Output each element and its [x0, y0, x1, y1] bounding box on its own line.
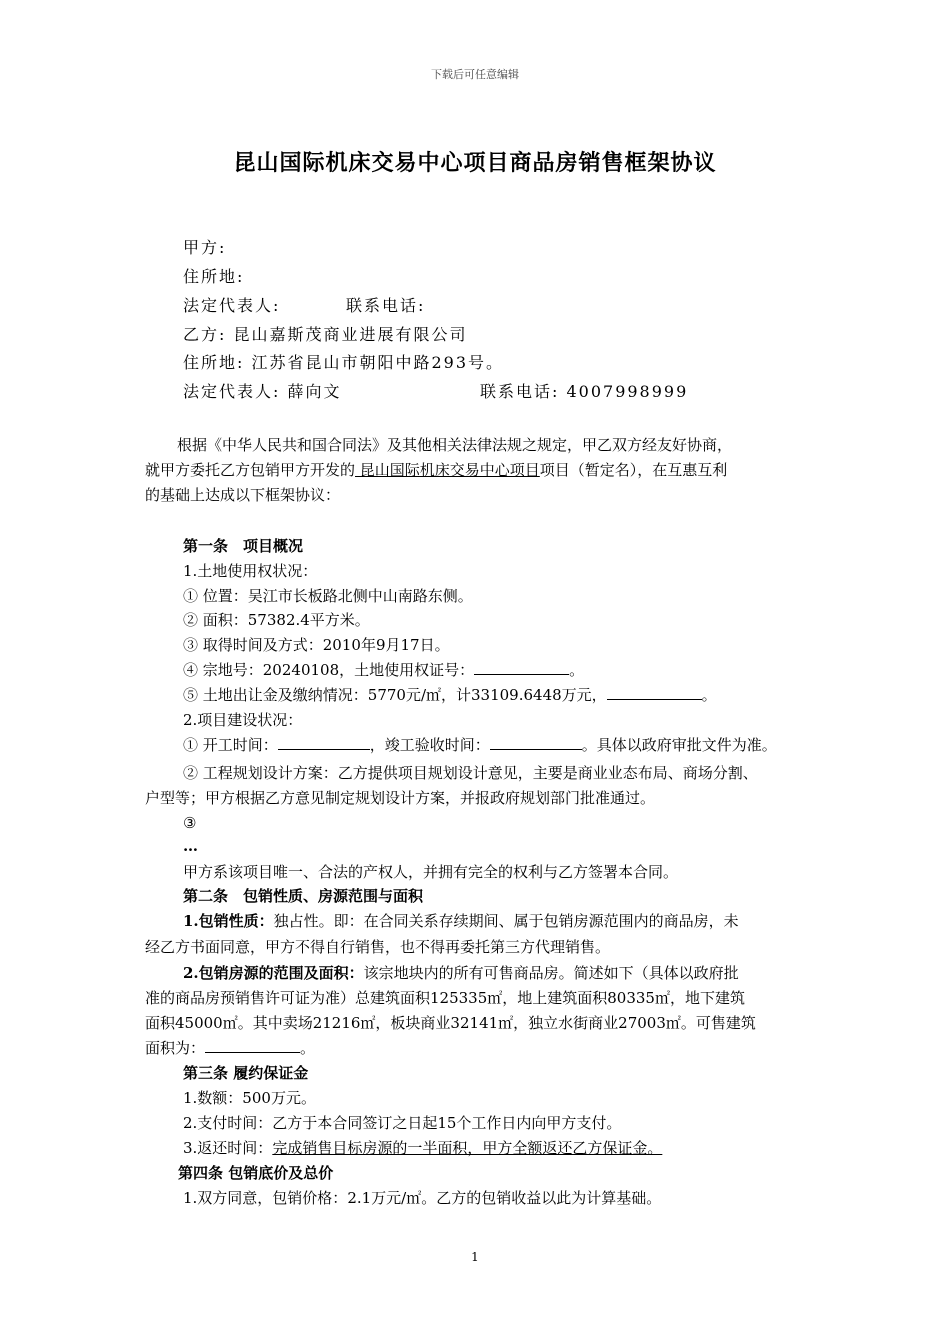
article-1-item-6 — [183, 735, 777, 755]
article-1-item-7-line-2: 户型等；甲方根据乙方意见制定规划设计方案，并报政府规划部门批准通过。 — [145, 789, 656, 807]
article-2-heading: 第二条 包销性质、房源范围与面积 — [183, 887, 424, 905]
article-1-sub-1: 1.土地使用权状况： — [183, 562, 318, 580]
saleable-area-label: 面积为： — [145, 1039, 206, 1057]
article-1-item-4-text: ④ 宗地号：20240108，土地使用权证号： — [183, 661, 475, 679]
party-b-label: 乙方: 昆山嘉斯茂商业进展有限公司 — [183, 325, 468, 344]
article-1-item-5-text: ⑤ 土地出让金及缴纳情况：5770元/㎡，计33109.6448万元， — [183, 686, 607, 704]
return-time-label: 3.返还时间： — [183, 1139, 273, 1157]
article-1-item-5-end: 。 — [701, 686, 717, 704]
party-b-phone: 联系电话: 4007998999 — [480, 382, 689, 401]
scope-label: 2.包销房源的范围及面积： — [183, 964, 364, 982]
article-3-line-2: 2.支付时间：乙方于本合同签订之日起15个工作日内向甲方支付。 — [183, 1114, 622, 1132]
article-2-p2-line-3: 面积45000㎡。其中卖场21216㎡，板块商业32141㎡，独立水街商业27003㎡。可售建筑 — [145, 1014, 756, 1032]
article-1-item-4 — [183, 660, 584, 680]
exclusivity-label: 1.包销性质： — [183, 912, 274, 930]
article-2-p2-line-2: 准的商品房预销售许可证为准）总建筑面积125335㎡，地上建筑面积80335㎡，地下建筑 — [145, 989, 745, 1007]
article-1-heading: 第一条 项目概况 — [183, 537, 304, 555]
blank-line — [278, 735, 370, 750]
article-3-line-1: 1.数额：500万元。 — [183, 1089, 316, 1107]
article-1-item-2: ② 面积：57382.4平方米。 — [183, 611, 370, 629]
article-1-sub-2: 2.项目建设状况： — [183, 711, 303, 729]
blank-line — [474, 660, 569, 675]
approval-note: 。具体以政府审批文件为准。 — [581, 736, 777, 754]
article-4-line-1: 1.双方同意，包销价格：2.1万元/㎡。乙方的包销收益以此为计算基础。 — [183, 1189, 662, 1207]
header-note: 下载后可任意编辑 — [431, 68, 519, 81]
blank-line — [490, 735, 582, 750]
document-title: 昆山国际机床交易中心项目商品房销售框架协议 — [233, 150, 717, 176]
return-time-text: 完成销售目标房源的一半面积，甲方全额返还乙方保证金。 — [272, 1139, 663, 1157]
page-number: 1 — [471, 1250, 479, 1264]
article-3-line-3 — [183, 1138, 662, 1158]
exclusivity-text: 独占性。即：在合同关系存续期间、属于包销房源范围内的商品房，未 — [273, 912, 739, 930]
intro-line-1: 根据《中华人民共和国合同法》及其他相关法律法规之规定，甲乙双方经友好协商， — [177, 436, 733, 454]
article-1-item-5 — [183, 685, 717, 705]
intro-line-2 — [145, 460, 727, 480]
party-a-rep: 法定代表人: — [183, 296, 281, 315]
blank-line — [205, 1038, 300, 1053]
owner-statement: 甲方系该项目唯一、合法的产权人，并拥有完全的权利与乙方签署本合同。 — [183, 863, 679, 881]
intro-line-3: 的基础上达成以下框架协议： — [145, 486, 341, 504]
party-b-address: 住所地: 江苏省昆山市朝阳中路293号。 — [183, 353, 505, 372]
intro-line-2-end: 项目（暂定名），在互惠互利 — [539, 461, 728, 479]
party-a-address: 住所地: — [183, 267, 245, 286]
party-a-label: 甲方: — [183, 238, 227, 257]
article-1-item-4-end: 。 — [569, 661, 585, 679]
article-2-p1-line-1 — [183, 911, 739, 931]
party-b-rep: 法定代表人: 薛向文 — [183, 382, 342, 401]
scope-text: 该宗地块内的所有可售商品房。简述如下（具体以政府批 — [363, 964, 739, 982]
article-2-p2-line-4 — [145, 1038, 315, 1058]
article-1-item-3: ③ 取得时间及方式：2010年9月17日。 — [183, 636, 450, 654]
project-name: 昆山国际机床交易中心项目 — [355, 461, 540, 479]
article-1-item-8: ③ — [183, 814, 197, 832]
intro-line-2-start: 就甲方委托乙方包销甲方开发的 — [145, 461, 356, 479]
article-1-item-7-line-1: ② 工程规划设计方案：乙方提供项目规划设计意见，主要是商业业态布局、商场分割、 — [183, 764, 758, 782]
start-time-label: ① 开工时间： — [183, 736, 278, 754]
article-3-heading: 第三条 履约保证金 — [183, 1064, 309, 1082]
completion-time-label: ，竣工验收时间： — [369, 736, 490, 754]
saleable-area-end: 。 — [300, 1039, 316, 1057]
article-1-item-1: ① 位置：吴江市长板路北侧中山南路东侧。 — [183, 587, 473, 605]
article-2-p2-line-1 — [183, 963, 739, 983]
ellipsis: … — [183, 837, 198, 855]
party-a-phone: 联系电话: — [346, 296, 426, 315]
article-2-p1-line-2: 经乙方书面同意，甲方不得自行销售，也不得再委托第三方代理销售。 — [145, 938, 611, 956]
blank-line — [607, 685, 702, 700]
article-4-heading: 第四条 包销底价及总价 — [178, 1164, 334, 1182]
